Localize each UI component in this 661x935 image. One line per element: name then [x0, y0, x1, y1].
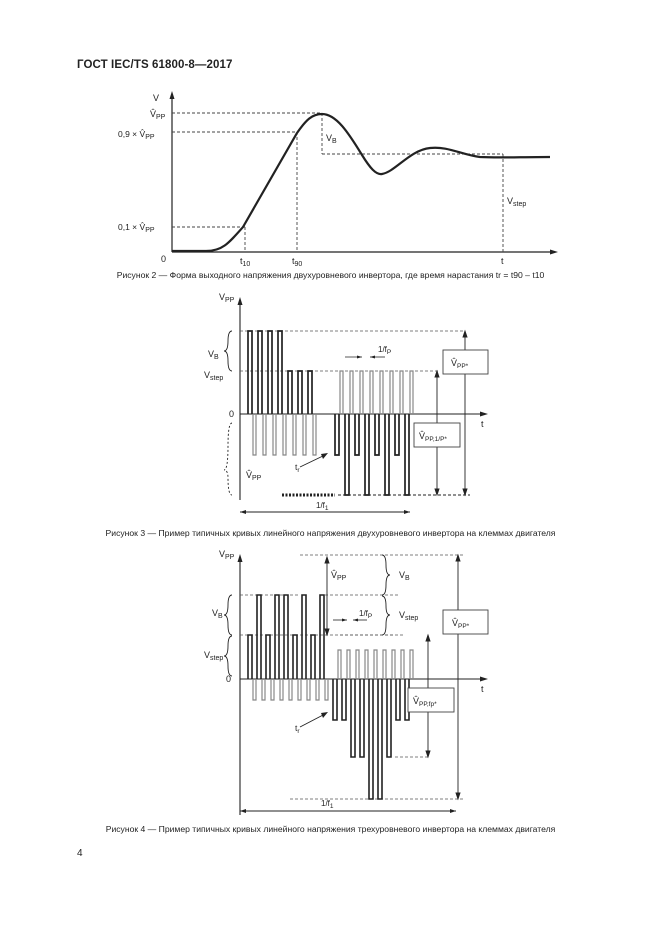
positive-pulse-gray: [374, 650, 377, 679]
positive-pulse-gray: [347, 650, 350, 679]
positive-pulse-gray: [383, 650, 386, 679]
t-label: t: [501, 256, 504, 266]
vpp-axis-label: $V_{PP}$: [219, 549, 235, 561]
positive-pulse: [275, 595, 279, 679]
vpp-10-label: $0,1 \times V̂_{PP}$: [118, 222, 155, 234]
t90-label: $t_{90}$: [292, 256, 303, 268]
negative-pulse: [369, 679, 373, 799]
vpp-fp-label: $V̂_{PP,fp*}$: [413, 696, 437, 708]
negative-pulse-gray: [316, 679, 319, 700]
negative-pulse: [333, 679, 337, 720]
fp-label: $1/f_P$: [378, 345, 392, 356]
positive-pulse-gray: [356, 650, 359, 679]
negative-pulse: [360, 679, 364, 757]
negative-pulse-gray: [271, 679, 274, 700]
t-axis-label: t: [481, 419, 484, 429]
y-axis-label: V: [153, 93, 160, 103]
positive-pulse: [302, 595, 306, 679]
negative-pulse: [387, 679, 391, 757]
vb-label: $V_B$: [326, 133, 337, 145]
vpp-90-label: $0,9 \times V̂_{PP}$: [118, 129, 155, 141]
t10-label: $t_{10}$: [240, 256, 251, 268]
positive-pulse: [320, 595, 324, 679]
origin-label: 0: [161, 254, 167, 264]
positive-pulse: [284, 595, 288, 679]
vpp-star-box: [443, 610, 488, 634]
vstep-right-label: $V_{step}$: [399, 610, 419, 622]
figure-3-caption: Рисунок 3 — Пример типичных кривых линейного напряжения двухуровневого инвертора на клеммах двигателя: [105, 528, 556, 538]
f1-label: $1/f_1$: [316, 501, 329, 512]
negative-pulse-gray: [262, 679, 265, 700]
page-number: 4: [77, 848, 83, 859]
positive-pulse: [293, 635, 297, 679]
vpp-star-label: $V̂_{PP*}$: [451, 358, 469, 370]
origin-label: 0: [229, 409, 235, 419]
negative-pulse: [396, 679, 400, 720]
negative-pulse-gray: [298, 679, 301, 700]
origin-label: 0: [226, 674, 232, 684]
fp-label: $1/f_P$: [359, 609, 373, 620]
figure-2-caption: Рисунок 2 — Форма выходного напряжения двухуровневого инвертора, где время нарастания tr = t90 – t10: [116, 270, 545, 280]
vpp-lp-label: $V̂_{PP,1/P*}$: [419, 431, 447, 443]
negative-pulse-gray: [253, 679, 256, 700]
positive-pulse-gray: [401, 650, 404, 679]
document-header: ГОСТ IEC/TS 61800-8—2017: [77, 59, 233, 71]
negative-pulse-gray: [280, 679, 283, 700]
tr-label: $t_r$: [295, 723, 300, 735]
figure-4-caption: Рисунок 4 — Пример типичных кривых линейного напряжения трехуровневого инвертора на клеммах двигателя: [105, 824, 556, 834]
positive-pulse-gray: [338, 650, 341, 679]
positive-pulse: [248, 635, 252, 679]
vpp-axis-label: $V_{PP}$: [219, 292, 235, 304]
positive-pulse: [311, 635, 315, 679]
negative-pulse: [351, 679, 355, 757]
negative-pulse-gray: [307, 679, 310, 700]
pulse-trains: [248, 595, 413, 799]
tr-label: $t_r$: [295, 462, 300, 474]
t-axis-label: t: [481, 684, 484, 694]
vb-label: $V_B$: [208, 349, 219, 361]
negative-pulse-gray: [325, 679, 328, 700]
positive-pulse-gray: [365, 650, 368, 679]
negative-pulse: [378, 679, 382, 799]
vstep-label: $V_{step}$: [507, 196, 527, 208]
vb-right-label: $V_B$: [399, 570, 410, 582]
vpp-star-label: $V̂_{PP*}$: [452, 618, 470, 630]
vstep-label: $V_{step}$: [204, 650, 224, 662]
vpp-hat-label: $V̂_{PP}$: [150, 109, 166, 121]
negative-pulse-gray: [289, 679, 292, 700]
f1-label: $1/f_1$: [321, 799, 334, 810]
positive-pulse-gray: [392, 650, 395, 679]
positive-pulse-gray: [410, 650, 413, 679]
positive-pulse: [266, 635, 270, 679]
neg-vpp-label: $V̂_{PP}$: [246, 470, 262, 482]
vb-label: $V_B$: [212, 608, 223, 620]
vstep-label: $V_{step}$: [204, 370, 224, 382]
positive-pulse: [257, 595, 261, 679]
negative-pulse: [342, 679, 346, 720]
vpp-hat-label: $V̂_{PP}$: [331, 570, 347, 582]
